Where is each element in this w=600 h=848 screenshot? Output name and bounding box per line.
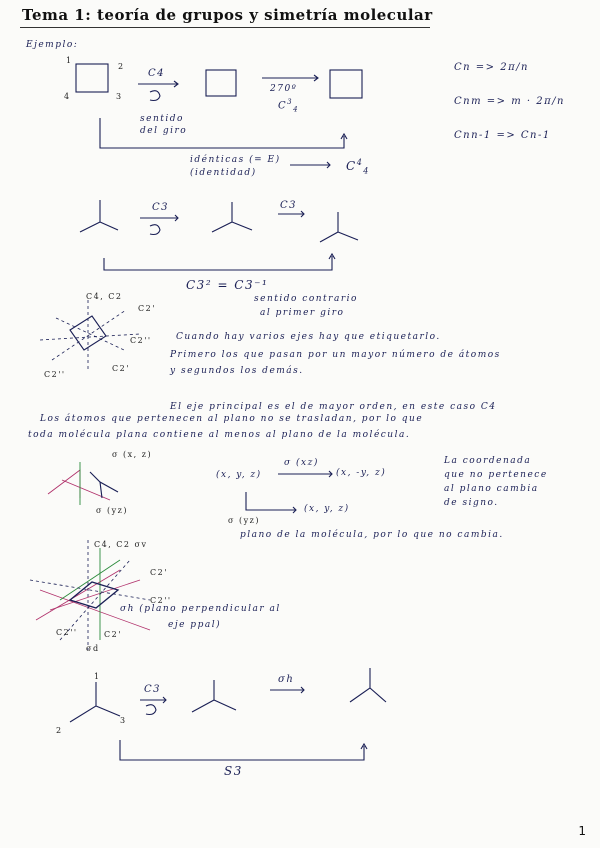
plane-text-2: toda molécula plana contiene al menos al plano de la molécula. — [28, 430, 411, 440]
angle-label: 270º — [270, 84, 298, 94]
vertex-label: 4 — [64, 92, 71, 101]
sigma-h-note-2: eje ppal) — [168, 620, 222, 630]
reflection-note-2: que no pertenece — [444, 470, 548, 480]
vertex-label: 2 — [118, 62, 125, 71]
sigma-d-label: σd — [86, 644, 100, 653]
y-shape-5 — [192, 680, 236, 712]
y-shape-2 — [212, 202, 252, 232]
planes-c2-label: C2'' — [56, 628, 78, 637]
c4-cubed-label: $C^3_4$ — [278, 98, 300, 114]
axes-text-2: Primero los que pasan por un mayor número de átomos — [170, 350, 501, 360]
bracket-s3 — [120, 740, 367, 760]
s3-vertex-label: 2 — [56, 726, 63, 735]
rotation-arrow-3 — [146, 705, 156, 715]
vertex-label: 1 — [66, 56, 73, 65]
reverse-note-1: sentido contrario — [254, 294, 358, 304]
plane-bottom-note: plano de la molécula, por lo que no cambia. — [240, 530, 504, 540]
planes-c2-label: C2'' — [150, 596, 172, 605]
axes-text-3: y segundos los demás. — [170, 366, 304, 376]
formula-2: Cnm => m · 2π/n — [454, 96, 565, 107]
reflection-result: (x, -y, z) — [336, 468, 387, 478]
sigma-yz-label: σ (yz) — [96, 506, 128, 515]
c3-label-1: C3 — [152, 202, 170, 213]
reflection-result-2: (x, y, z) — [304, 504, 350, 514]
reflection-note-1: La coordenada — [444, 456, 532, 466]
s3-sigma-h-label: σh — [278, 674, 295, 685]
y-shape-6 — [350, 668, 386, 702]
reflection-op-label: σ (xz) — [284, 458, 319, 468]
planes-c2-label: C2' — [104, 630, 122, 639]
plane-text-1: Los átomos que pertenecen al plano no se trasladan, por lo que — [40, 414, 424, 424]
reflection-molecule — [90, 472, 118, 498]
page-number: 1 — [578, 824, 586, 838]
axis-label: C2' — [138, 304, 156, 313]
y-shape-4 — [70, 682, 120, 722]
reflection-note-3: al plano cambia — [444, 484, 539, 494]
rotation-arrow-2 — [150, 225, 160, 235]
rotation-note-2: del giro — [140, 126, 188, 136]
sigma-yz-op-label: σ (yz) — [228, 516, 260, 525]
c4-fourth-label: $C^4_4$ — [346, 158, 370, 176]
y-shape-1 — [80, 200, 118, 232]
planes-top-label: C4, C2 σv — [94, 540, 148, 549]
square-2 — [206, 70, 236, 96]
y-shape-3 — [320, 212, 358, 242]
page-title: Tema 1: teoría de grupos y simetría molecular — [22, 6, 433, 24]
sigma-xz-label: σ (x, z) — [112, 450, 153, 459]
coords-label: (x, y, z) — [216, 470, 262, 480]
axis-label: C2'' — [44, 370, 66, 379]
sigma-h-note-1: σh (plano perpendicular al — [120, 604, 281, 614]
axis-label: C4, C2 — [86, 292, 123, 301]
identity-note-2: (identidad) — [190, 168, 257, 178]
vertex-label: 3 — [116, 92, 123, 101]
c3-label-2: C3 — [280, 200, 298, 211]
s3-vertex-label: 1 — [94, 672, 101, 681]
reverse-note-2: al primer giro — [260, 308, 345, 318]
bracket-triangles — [104, 254, 335, 270]
axis-label: C2'' — [130, 336, 152, 345]
s3-c3-label: C3 — [144, 684, 162, 695]
rotation-arrow-1 — [150, 91, 160, 101]
square-1 — [76, 64, 108, 92]
formula-1: Cn => 2π/n — [454, 62, 529, 73]
formula-3: Cnn-1 => Cn-1 — [454, 130, 551, 141]
c3-equation: C3² = C3⁻¹ — [186, 278, 269, 292]
reflection-note-4: de signo. — [444, 498, 499, 508]
rotation-note-1: sentido — [140, 114, 184, 124]
planes-c2-label: C2' — [150, 568, 168, 577]
identity-note-1: idénticas (= E) — [190, 155, 281, 165]
c4-label: C4 — [148, 68, 166, 79]
axes-text-1: Cuando hay varios ejes hay que etiquetarlo. — [176, 332, 441, 342]
axis-label: C2' — [112, 364, 130, 373]
s3-vertex-label: 3 — [120, 716, 127, 725]
axes-text-4: El eje principal es el de mayor orden, en este caso C4 — [170, 402, 497, 412]
bracket-squares — [100, 118, 347, 148]
square-3 — [330, 70, 362, 98]
example-label: Ejemplo: — [26, 40, 79, 50]
s3-label: S3 — [224, 764, 243, 778]
